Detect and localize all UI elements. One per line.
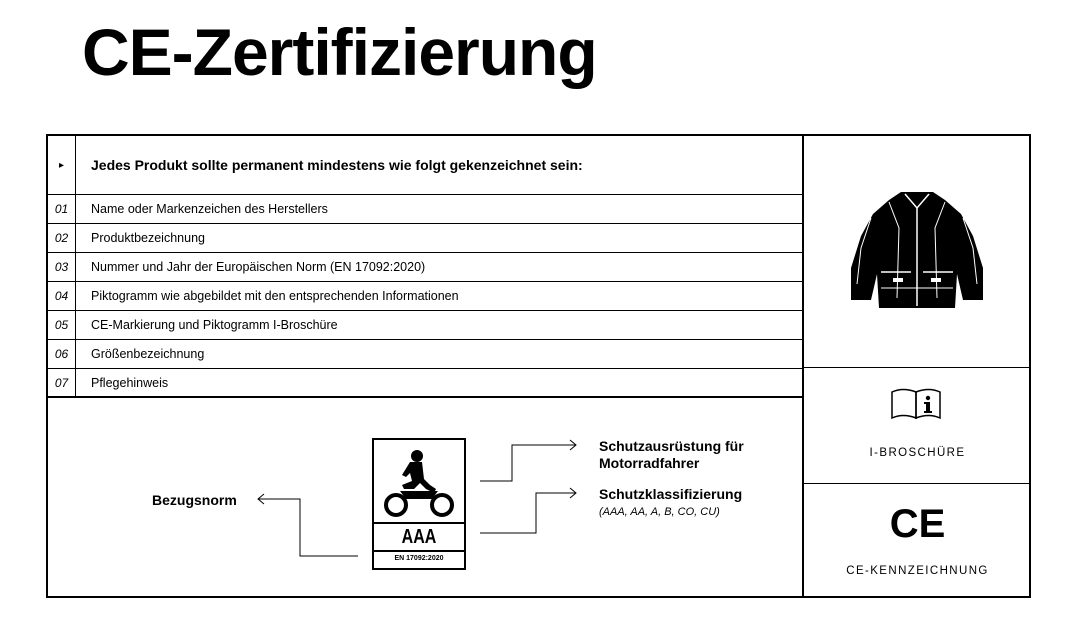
brochure-label: I-BROSCHÜRE	[869, 447, 966, 459]
row-text: Name oder Markenzeichen des Herstellers	[91, 202, 328, 216]
protection-class: AAA	[401, 526, 437, 548]
pictogram-divider	[374, 522, 464, 524]
protection-pictogram	[372, 438, 466, 570]
protective-gear-label: Schutzausrüstung für Motorradfahrer	[599, 438, 744, 471]
bezugsnorm-label: Bezugsnorm	[152, 492, 237, 508]
row-text: Nummer und Jahr der Europäischen Norm (EN 17092:2020)	[91, 260, 426, 274]
row-text: CE-Markierung und Piktogramm I-Broschüre	[91, 318, 338, 332]
pictogram-divider	[374, 550, 464, 552]
page-title: CE-Zertifizierung	[82, 15, 597, 89]
row-text: Größenbezeichnung	[91, 347, 205, 361]
row-number: 03	[48, 253, 76, 281]
row-text: Pflegehinweis	[91, 375, 169, 390]
row-number: 07	[48, 369, 76, 396]
jacket-icon	[849, 188, 985, 310]
protection-class-label: Schutzklassifizierung	[599, 486, 743, 502]
certification-table	[46, 134, 1031, 598]
row-number: 04	[48, 282, 76, 310]
ce-label: CE-KENNZEICHNUNG	[846, 565, 989, 577]
side-divider	[804, 483, 1031, 484]
ce-mark: CE	[889, 502, 946, 546]
norm-reference: EN 17092:2020	[394, 555, 444, 562]
table-header-text: Jedes Produkt sollte permanent mindestens wie folgt gekenzeichnet sein:	[91, 157, 583, 173]
row-text: Piktogramm wie abgebildet mit den entsprechenden Informationen	[91, 289, 459, 303]
row-text: Produktbezeichnung	[91, 231, 205, 245]
row-number: 06	[48, 340, 76, 368]
row-number: 02	[48, 224, 76, 252]
motorcycle-rider-icon	[380, 447, 458, 519]
row-number: 01	[48, 195, 76, 223]
side-divider	[804, 367, 1031, 368]
info-brochure-icon	[890, 386, 942, 420]
triangle-marker-icon: ▸	[48, 136, 76, 194]
protection-class-options: (AAA, AA, A, B, CO, CU)	[599, 506, 720, 518]
row-number: 05	[48, 311, 76, 339]
